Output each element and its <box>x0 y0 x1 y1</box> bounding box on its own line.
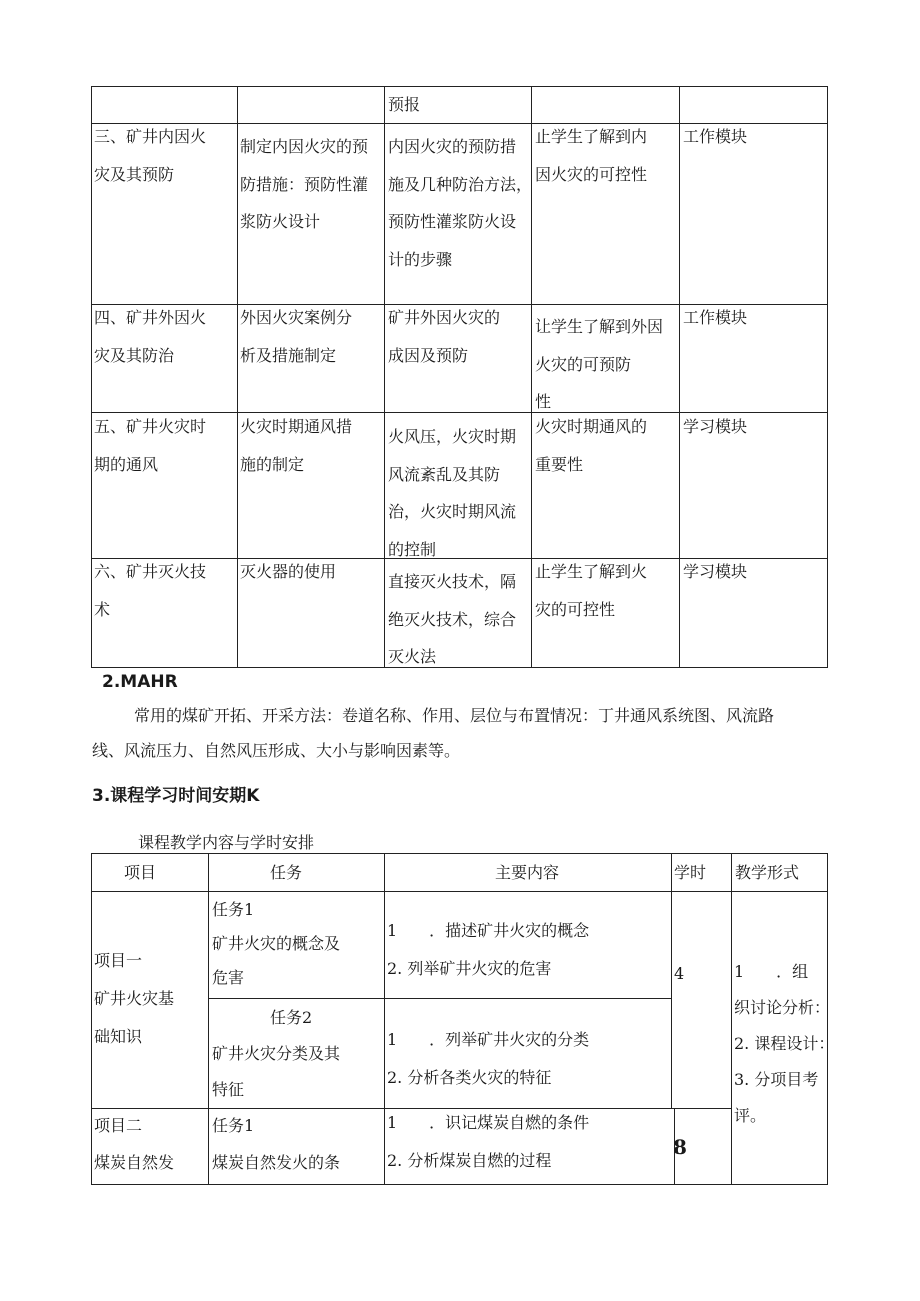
module-type: 工作模块 <box>683 308 748 327</box>
task-cell: 外因火灾案例分 析及措施制定 <box>240 308 353 365</box>
task-cell: 任务1 矿井火灾的概念及 危害 <box>212 900 341 987</box>
task-cell: 任务2 矿井火灾分类及其 特征 <box>212 1008 341 1099</box>
paragraph-line: 常用的煤矿开拓、开采方法：卷道名称、作用、层位与布置情况：丁井通风系统图、风流路 <box>134 706 775 725</box>
goal-cell: 止学生了解到火 灾的可控性 <box>535 562 648 619</box>
column-header: 教学形式 <box>735 863 800 882</box>
paragraph-line: 线、风流压力、自然风压形成、大小与影响因素等。 <box>92 741 461 760</box>
project-cell: 项目二 煤炭自然发 <box>94 1116 175 1172</box>
hours-cell: 4 <box>674 964 685 983</box>
hours-cell: 8 <box>673 1135 687 1159</box>
project-cell: 项目一 矿井火灾基 础知识 <box>94 951 175 1046</box>
content-cell: 1 ．描述矿井火灾的概念 2. 列举矿井火灾的危害 <box>387 921 590 978</box>
content-cell: 内因火灾的预防措 施及几种防治方法， 预防性灌浆防火设 计的步骤 <box>388 137 533 269</box>
column-header: 主要内容 <box>495 863 560 882</box>
table-caption: 课程教学内容与学时安排 <box>138 833 315 852</box>
teaching-form-cell: 1 ．组 织讨论分析： 2. 课程设计： 3. 分项目考 评。 <box>734 962 835 1125</box>
column-header: 任务 <box>270 863 303 882</box>
module-title: 五、矿井火灾时 期的通风 <box>94 417 207 474</box>
module-title: 三、矿井内因火 灾及其预防 <box>94 127 207 184</box>
module-type: 工作模块 <box>683 127 748 146</box>
content-cell: 1 ．识记煤炭自燃的条件 2. 分析煤炭自燃的过程 <box>387 1113 590 1170</box>
section-heading: 3.课程学习时间安期K <box>92 786 260 806</box>
column-header: 项目 <box>124 863 157 882</box>
module-type: 学习模块 <box>683 417 748 436</box>
task-cell: 制定内因火灾的预 防措施：预防性灌 浆防火设计 <box>240 137 369 231</box>
cell-content: 预报 <box>388 95 421 114</box>
module-title: 六、矿井灭火技 术 <box>94 562 207 619</box>
content-cell: 直接灭火技术，隔 绝灭火技术，综合 灭火法 <box>388 572 517 666</box>
goal-cell: 止学生了解到内 因火灾的可控性 <box>535 127 648 184</box>
module-title: 四、矿井外因火 灾及其防治 <box>94 308 207 365</box>
task-cell: 火灾时期通风措 施的制定 <box>240 417 353 474</box>
goal-cell: 让学生了解到外因 火灾的可预防 性 <box>535 317 664 411</box>
content-cell: 火风压，火灾时期 风流紊乱及其防 治，火灾时期风流 的控制 <box>388 427 517 559</box>
goal-cell: 火灾时期通风的 重要性 <box>535 417 648 474</box>
column-header: 学时 <box>674 863 707 882</box>
module-type: 学习模块 <box>683 562 748 581</box>
content-cell: 1 ．列举矿井火灾的分类 2. 分析各类火灾的特征 <box>387 1030 590 1087</box>
content-cell: 矿井外因火灾的 成因及预防 <box>388 308 501 365</box>
task-cell: 任务1 煤炭自然发火的条 <box>212 1116 341 1172</box>
section-heading: 2.MAHR <box>102 672 178 692</box>
task-cell: 灭火器的使用 <box>240 562 337 581</box>
